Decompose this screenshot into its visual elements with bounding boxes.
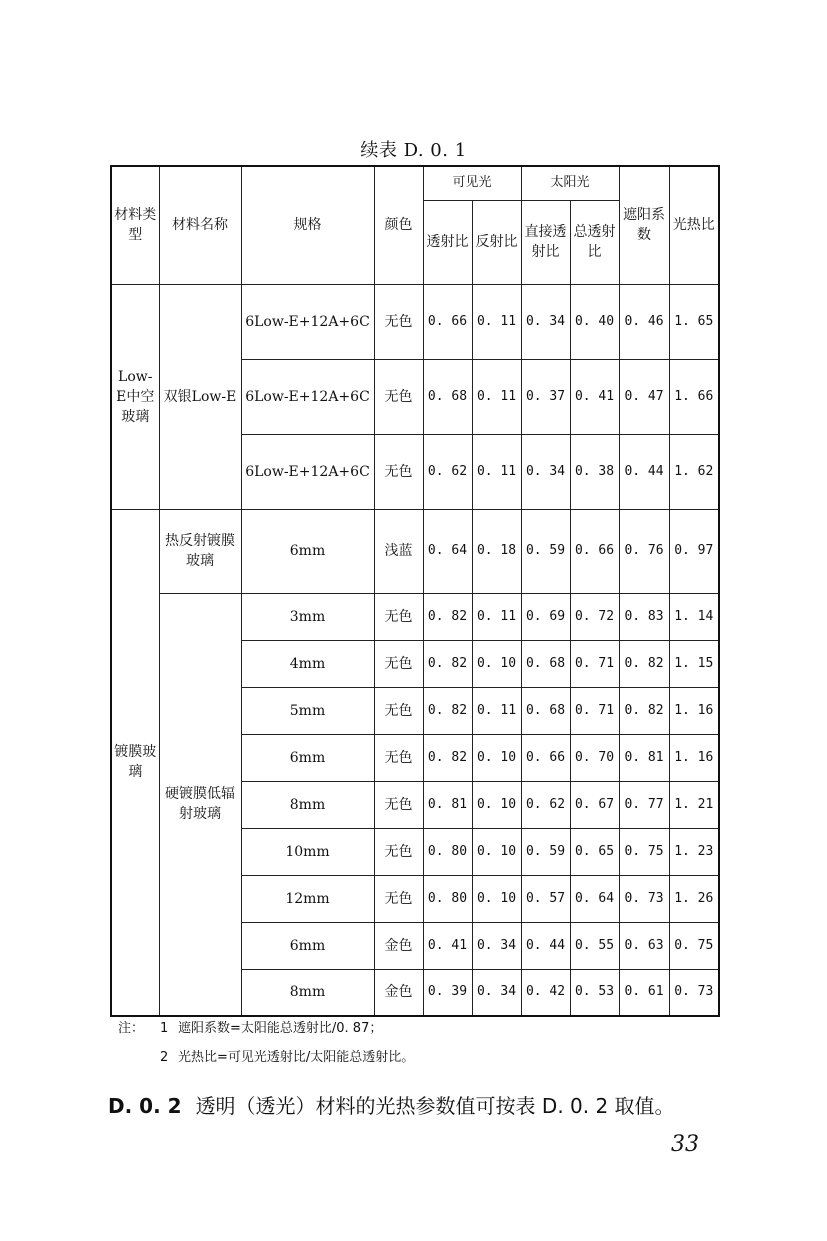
group-hard-coated-name: 硬镀膜低辐射玻璃 (159, 593, 241, 1016)
header-solar: 太阳光 (521, 166, 619, 200)
value-cell: 0. 68 (521, 687, 570, 734)
value-cell: 0. 59 (521, 828, 570, 875)
header-solar-direct-transmittance: 直接透射比 (521, 200, 570, 284)
section-paragraph (108, 1090, 675, 1119)
value-cell: 0. 34 (521, 434, 570, 509)
value-cell: 0. 11 (472, 687, 521, 734)
value-cell: 0. 66 (521, 734, 570, 781)
value-cell: 0. 71 (570, 640, 619, 687)
value-cell: 0. 68 (423, 359, 472, 434)
value-cell: 0. 44 (619, 434, 669, 509)
color-cell: 无色 (374, 687, 423, 734)
value-cell: 0. 82 (423, 593, 472, 640)
value-cell: 0. 59 (521, 509, 570, 593)
spec-cell: 6Low-E+12A+6C (241, 284, 374, 359)
value-cell: 0. 62 (521, 781, 570, 828)
value-cell: 0. 34 (472, 922, 521, 969)
header-material-name: 材料名称 (159, 166, 241, 284)
color-cell: 无色 (374, 781, 423, 828)
group-heat-reflective-name: 热反射镀膜玻璃 (159, 509, 241, 593)
note-1 (118, 1017, 382, 1036)
note-2-number: 2 (160, 1050, 169, 1065)
color-cell: 无色 (374, 359, 423, 434)
value-cell: 0. 38 (570, 434, 619, 509)
value-cell: 1. 16 (669, 687, 719, 734)
value-cell: 0. 73 (619, 875, 669, 922)
value-cell: 0. 77 (619, 781, 669, 828)
spec-cell: 6Low-E+12A+6C (241, 359, 374, 434)
note-2 (160, 1046, 414, 1065)
header-light-heat-ratio: 光热比 (669, 166, 719, 284)
value-cell: 0. 73 (669, 969, 719, 1016)
note-2-text: 光热比=可见光透射比/太阳能总透射比。 (178, 1050, 415, 1065)
value-cell: 0. 80 (423, 828, 472, 875)
value-cell: 0. 75 (619, 828, 669, 875)
color-cell: 金色 (374, 922, 423, 969)
value-cell: 0. 11 (472, 284, 521, 359)
value-cell: 0. 47 (619, 359, 669, 434)
value-cell: 0. 34 (521, 284, 570, 359)
color-cell: 金色 (374, 969, 423, 1016)
value-cell: 0. 72 (570, 593, 619, 640)
value-cell: 0. 81 (619, 734, 669, 781)
value-cell: 0. 66 (423, 284, 472, 359)
value-cell: 0. 39 (423, 969, 472, 1016)
section-text: 透明（透光）材料的光热参数值可按表 D. 0. 2 取值。 (195, 1094, 675, 1118)
value-cell: 0. 69 (521, 593, 570, 640)
value-cell: 1. 15 (669, 640, 719, 687)
value-cell: 0. 75 (669, 922, 719, 969)
value-cell: 0. 82 (423, 734, 472, 781)
color-cell: 无色 (374, 284, 423, 359)
table-caption: 续表 D. 0. 1 (360, 140, 467, 161)
section-number: D. 0. 2 (108, 1094, 182, 1118)
group-coated-type: 镀膜玻璃 (111, 509, 159, 1016)
note-label: 注： (118, 1021, 145, 1036)
header-shading-coefficient: 遮阳系数 (619, 166, 669, 284)
spec-cell: 8mm (241, 969, 374, 1016)
spec-cell: 12mm (241, 875, 374, 922)
value-cell: 0. 34 (472, 969, 521, 1016)
header-visible-light: 可见光 (423, 166, 521, 200)
value-cell: 0. 76 (619, 509, 669, 593)
value-cell: 1. 66 (669, 359, 719, 434)
header-spec: 规格 (241, 166, 374, 284)
value-cell: 0. 37 (521, 359, 570, 434)
spec-cell: 8mm (241, 781, 374, 828)
value-cell: 1. 26 (669, 875, 719, 922)
value-cell: 0. 62 (423, 434, 472, 509)
value-cell: 0. 83 (619, 593, 669, 640)
value-cell: 1. 16 (669, 734, 719, 781)
spec-cell: 4mm (241, 640, 374, 687)
header-color: 颜色 (374, 166, 423, 284)
value-cell: 0. 65 (570, 828, 619, 875)
page-number: 33 (671, 1132, 699, 1157)
value-cell: 0. 10 (472, 875, 521, 922)
value-cell: 0. 63 (619, 922, 669, 969)
color-cell: 无色 (374, 640, 423, 687)
color-cell: 无色 (374, 828, 423, 875)
color-cell: 浅蓝 (374, 509, 423, 593)
value-cell: 0. 66 (570, 509, 619, 593)
value-cell: 0. 81 (423, 781, 472, 828)
spec-cell: 10mm (241, 828, 374, 875)
value-cell: 1. 14 (669, 593, 719, 640)
value-cell: 0. 64 (570, 875, 619, 922)
color-cell: 无色 (374, 875, 423, 922)
spec-cell: 6mm (241, 734, 374, 781)
note-1-text: 遮阳系数=太阳能总透射比/0. 87； (178, 1021, 383, 1036)
value-cell: 0. 10 (472, 828, 521, 875)
value-cell: 0. 53 (570, 969, 619, 1016)
header-visible-transmittance: 透射比 (423, 200, 472, 284)
optical-thermal-table (110, 165, 720, 1017)
value-cell: 0. 55 (570, 922, 619, 969)
value-cell: 1. 21 (669, 781, 719, 828)
value-cell: 0. 61 (619, 969, 669, 1016)
value-cell: 0. 97 (669, 509, 719, 593)
value-cell: 0. 10 (472, 781, 521, 828)
value-cell: 1. 65 (669, 284, 719, 359)
note-1-number: 1 (160, 1021, 169, 1036)
value-cell: 0. 11 (472, 434, 521, 509)
header-solar-total-transmittance: 总透射比 (570, 200, 619, 284)
header-visible-reflectance: 反射比 (472, 200, 521, 284)
value-cell: 0. 40 (570, 284, 619, 359)
value-cell: 0. 82 (423, 687, 472, 734)
value-cell: 0. 71 (570, 687, 619, 734)
header-material-type: 材料类型 (111, 166, 159, 284)
spec-cell: 6mm (241, 509, 374, 593)
value-cell: 0. 42 (521, 969, 570, 1016)
value-cell: 1. 23 (669, 828, 719, 875)
value-cell: 0. 80 (423, 875, 472, 922)
value-cell: 0. 82 (619, 687, 669, 734)
spec-cell: 5mm (241, 687, 374, 734)
color-cell: 无色 (374, 434, 423, 509)
color-cell: 无色 (374, 593, 423, 640)
value-cell: 0. 82 (619, 640, 669, 687)
value-cell: 0. 68 (521, 640, 570, 687)
value-cell: 0. 11 (472, 593, 521, 640)
value-cell: 0. 57 (521, 875, 570, 922)
value-cell: 0. 10 (472, 734, 521, 781)
group-lowe-name: 双银Low-E (159, 284, 241, 509)
value-cell: 0. 70 (570, 734, 619, 781)
value-cell: 1. 62 (669, 434, 719, 509)
value-cell: 0. 82 (423, 640, 472, 687)
spec-cell: 6mm (241, 922, 374, 969)
value-cell: 0. 41 (570, 359, 619, 434)
spec-cell: 6Low-E+12A+6C (241, 434, 374, 509)
value-cell: 0. 18 (472, 509, 521, 593)
color-cell: 无色 (374, 734, 423, 781)
spec-cell: 3mm (241, 593, 374, 640)
value-cell: 0. 10 (472, 640, 521, 687)
group-lowe-type: Low-E中空玻璃 (111, 284, 159, 509)
value-cell: 0. 11 (472, 359, 521, 434)
value-cell: 0. 44 (521, 922, 570, 969)
value-cell: 0. 46 (619, 284, 669, 359)
value-cell: 0. 64 (423, 509, 472, 593)
value-cell: 0. 67 (570, 781, 619, 828)
value-cell: 0. 41 (423, 922, 472, 969)
